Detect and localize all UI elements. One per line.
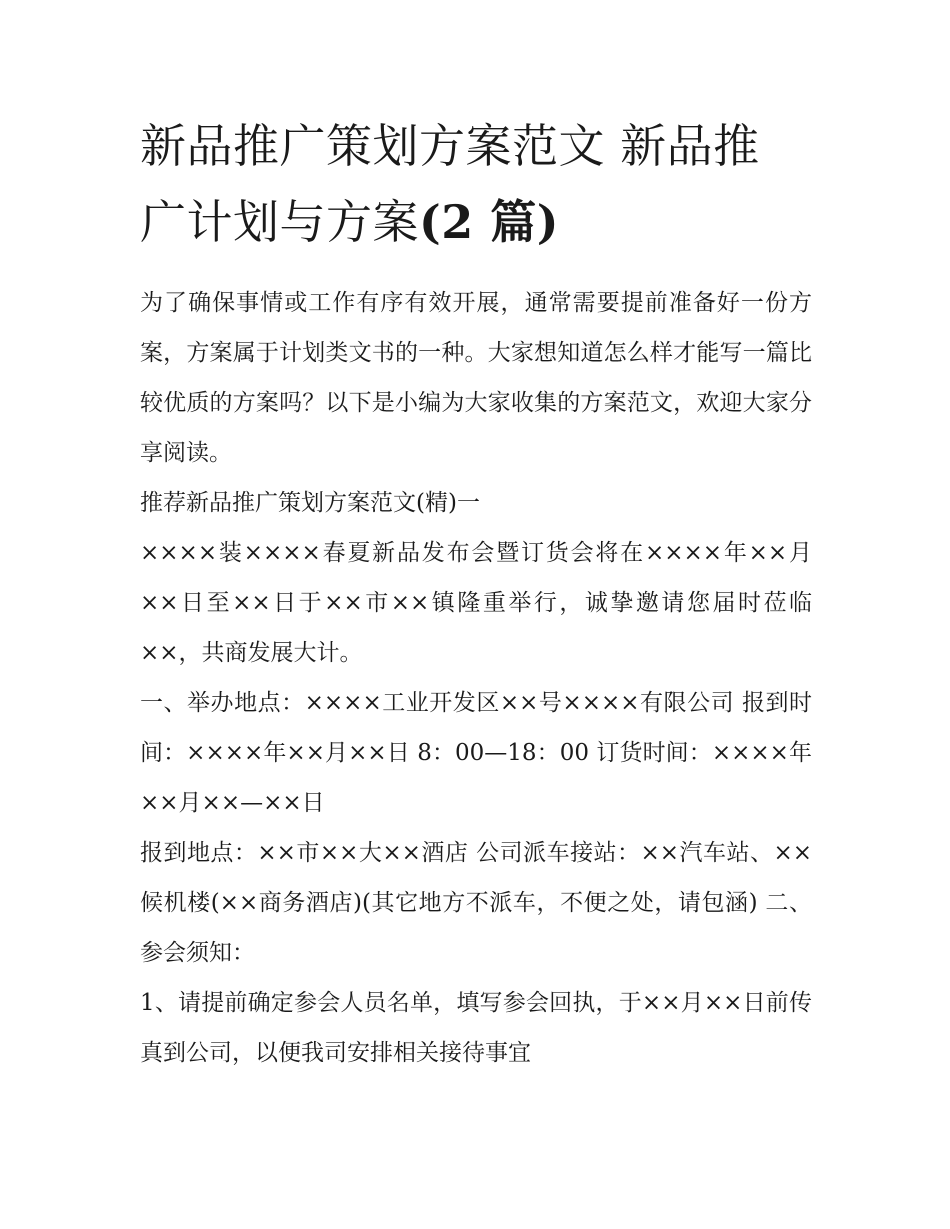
title-line-2-suffix: (2 篇) — [419, 195, 560, 249]
document-page — [140, 108, 812, 1078]
notice-item-1: 1、请提前确定参会人员名单，填写参会回执，于××月××日前传真到公司，以便我司安排相关接待事宜 — [140, 990, 812, 1066]
venue-paragraph: 一、举办地点：××××工业开发区××号××××有限公司 报到时间：××××年××月××日 8：00—18：00 订货时间：××××年××月××—××日 — [140, 690, 812, 816]
document-body — [140, 278, 812, 1078]
title-line-1: 新品推广策划方案范文 新品推 — [140, 119, 760, 173]
intro-paragraph: 为了确保事情或工作有序有效开展，通常需要提前准备好一份方案，方案属于计划类文书的一种。大家想知道怎么样才能写一篇比较优质的方案吗？以下是小编为大家收集的方案范文，欢迎大家分享阅读。 — [140, 290, 812, 466]
invitation-paragraph: ××××装××××春夏新品发布会暨订货会将在××××年××月××日至××日于××市××镇隆重举行，诚挚邀请您届时莅临××，共商发展大计。 — [140, 540, 812, 666]
title-line-2-prefix: 广计划与方案 — [140, 195, 419, 249]
section-heading: 推荐新品推广策划方案范文(精)一 — [140, 490, 480, 516]
document-title — [140, 108, 812, 260]
checkin-paragraph: 报到地点：××市××大××酒店 公司派车接站：××汽车站、××候机楼(××商务酒店)(其它地方不派车，不便之处，请包涵) 二、参会须知： — [140, 840, 812, 966]
